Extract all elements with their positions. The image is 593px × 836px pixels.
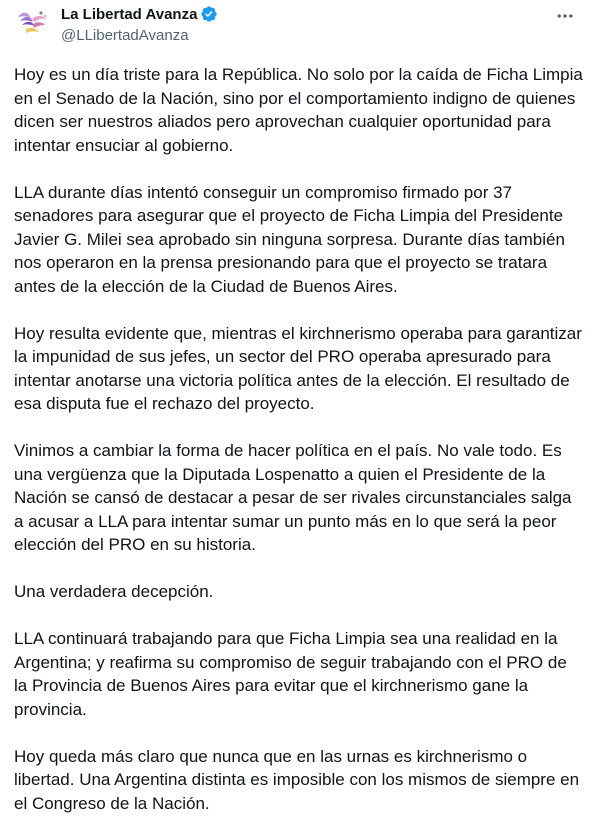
user-names xyxy=(61,3,218,44)
tweet-paragraph-6: LLA continuará trabajando para que Ficha Limpia sea una realidad en la Argentina; y reafirma su compromiso de seguir trabajando con el PRO de la Provincia de Buenos Aires para evitar que el kirchnerismo gane la provincia. xyxy=(14,629,567,719)
verified-badge-icon xyxy=(200,5,218,23)
more-options-button[interactable] xyxy=(551,5,579,27)
tweet-paragraph-7: Hoy queda más claro que nunca que en las urnas es kirchnerismo o libertad. Una Argentina distinta es imposible con los mismos de siempre en el Congreso de la Nación. xyxy=(14,746,580,813)
tweet-header xyxy=(0,0,593,52)
dove-logo-icon xyxy=(12,3,52,43)
avatar[interactable] xyxy=(12,3,52,43)
tweet-paragraph-2: LLA durante días intentó conseguir un compromiso firmado por 37 senadores para asegurar que el proyecto de Ficha Limpia del Presidente Javier G. Milei sea aprobado sin ninguna sorpresa. Durante días también nos operaron en la prensa presionando para que el proyecto se tratara antes de la elección de la Ciudad de Buenos Aires. xyxy=(14,182,565,296)
tweet-paragraph-4: Vinimos a cambiar la forma de hacer política en el país. No vale todo. Es una vergüenza que la Diputada Lospenatto a quien el Presidente de la Nación se cansó de destacar a pesar de ser rivales circunstanciales salga a acusar a LLA para intentar sumar un punto más en lo que será la peor elección del PRO en su historia. xyxy=(14,441,572,554)
more-options-icon xyxy=(555,6,575,26)
tweet-paragraph-1: Hoy es un día triste para la República. No solo por la caída de Ficha Limpia en el Senado de la Nación, sino por el comportamiento indigno de quienes dicen ser nuestros aliados pero aprovechan cualquier oportunidad para intentar ensuciar al gobierno. xyxy=(14,65,583,155)
user-handle[interactable]: @LLibertadAvanza xyxy=(61,27,189,44)
display-name[interactable]: La Libertad Avanza xyxy=(61,5,198,23)
tweet-text xyxy=(14,63,584,815)
tweet-paragraph-3: Hoy resulta evidente que, mientras el kirchnerismo operaba para garantizar la impunidad de sus jefes, un sector del PRO operaba apresurado para intentar anotarse una victoria política antes de la elección. El resultado de esa disputa fue el rechazo del proyecto. xyxy=(14,323,582,413)
tweet-paragraph-5: Una verdadera decepción. xyxy=(14,582,214,601)
